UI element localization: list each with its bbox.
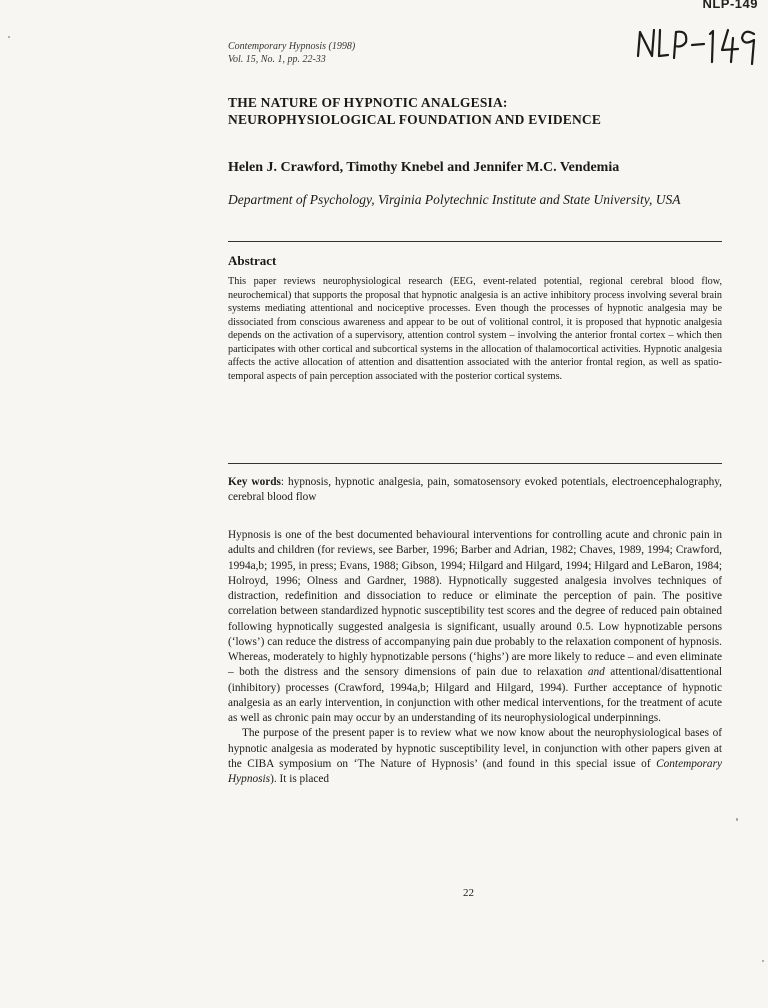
p2-journal-name: Contemporary Hypnosis bbox=[228, 757, 722, 785]
keywords-label: Key words bbox=[228, 476, 281, 488]
scan-speck bbox=[8, 36, 10, 38]
keywords-text: : hypnosis, hypnotic analgesia, pain, somatosensory evoked potentials, electroencephalography, cerebral blood flow bbox=[228, 476, 722, 503]
scan-speck bbox=[736, 818, 738, 821]
archive-stamp: NLP-149 bbox=[702, 0, 758, 11]
journal-name: Contemporary Hypnosis (1998) bbox=[228, 41, 356, 52]
p2-text-b: ). It is placed bbox=[270, 773, 330, 785]
abstract-heading: Abstract bbox=[228, 253, 277, 268]
divider-bottom bbox=[228, 463, 722, 464]
page-number: 22 bbox=[463, 887, 474, 899]
journal-citation bbox=[228, 40, 355, 66]
journal-volume: Vol. 15, No. 1, pp. 22-33 bbox=[228, 54, 326, 65]
p1-emphasis: and bbox=[587, 666, 605, 679]
p2-text-a: The purpose of the present paper is to review what we now know about the neurophysiological bases of hypnotic analgesia as moderated by hypnotic susceptibility level, in conjunction with other papers given at the CIBA symposium on ‘The Nature of Hypnosis’ (and found in this special issue of bbox=[228, 727, 722, 770]
authors: Helen J. Crawford, Timothy Knebel and Jennifer M.C. Vendemia bbox=[228, 160, 620, 175]
p1-text-b: attentional/disattentional (inhibitory) processes (Crawford, 1994a,b; Hilgard and Hilgard, 1994). Further acceptance of hypnotic analgesia as an early intervention, in conjunction with other medical interventions, for the treatment of acute as well as chronic pain may occur by an understanding of its neurophysiological underpinnings. bbox=[228, 666, 722, 724]
paragraph-1 bbox=[228, 528, 722, 726]
paper-title bbox=[228, 94, 728, 128]
keywords bbox=[228, 475, 722, 505]
title-line-2: NEUROPHYSIOLOGICAL FOUNDATION AND EVIDENCE bbox=[228, 112, 602, 127]
handwritten-label bbox=[634, 18, 758, 68]
p1-text-a: Hypnosis is one of the best documented behavioural interventions for controlling acute and chronic pain in adults and children (for reviews, see Barber, 1996; Barber and Adrian, 1982; Chaves, 1989, 1994; Crawford, 1994a,b; 1995, in press; Evans, 1988; Gibson, 1994; Hilgard and Hilgard, 1994; Hilgard and LeBaron, 1984; Holroyd, 1996; Olness and Gardner, 1988). Hypnotically suggested analgesia involves techniques of distraction, redefinition and dissociation to reduce or eliminate the perception of pain. The positive correlation between standardized hypnotic susceptibility test scores and the degree of reduced pain obtained following hypnotically suggested analgesia is significant, usually around 0.5. Low hypnotizable persons (‘lows’) can reduce the distress of accompanying pain due probably to the relaxation component of hypnosis. Whereas, moderately to highly hypnotizable persons (‘highs’) are more likely to reduce – and even eliminate – both the distress and the sensory dimensions of pain due to relaxation bbox=[228, 529, 722, 679]
divider-top bbox=[228, 241, 722, 242]
affiliation: Department of Psychology, Virginia Polytechnic Institute and State University, USA bbox=[228, 192, 681, 207]
title-line-1: THE NATURE OF HYPNOTIC ANALGESIA: bbox=[228, 95, 508, 110]
paragraph-2 bbox=[228, 726, 722, 787]
handwriting-strokes bbox=[634, 18, 758, 68]
body-text bbox=[228, 528, 722, 787]
abstract-text: This paper reviews neurophysiological research (EEG, event-related potential, regional cerebral blood flow, neurochemical) that supports the proposal that hypnotic analgesia is an active inhibitory process involving several brain systems mediating attentional and nociceptive processes. Even though the processes of hypnotic analgesia may be dissociated from conscious awareness and appear to be out of volitional control, it is proposed that hypnotic analgesia depends on the activation of a supervisory, attention control system – involving the anterior frontal cortex – which then participates with other cortical and subcortical systems in the allocation of thalamocortical activities. Hypnotic analgesia affects the active allocation of attention and disattention associated with the anterior frontal region, as well as spatio-temporal aspects of pain perception associated with the posterior cortical systems. bbox=[228, 276, 722, 382]
scan-speck bbox=[762, 960, 764, 962]
